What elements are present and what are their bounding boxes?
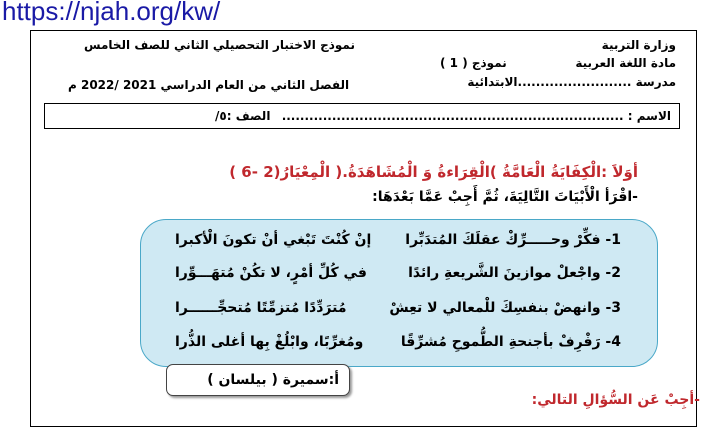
verse-1-first: 1- فكِّرْ وحـــــرِّكْ عقلَكَ المُتدَبِّرا [405, 232, 621, 248]
verse-4-second: ومُغرِّبًا، وابْلُغْ بِها أغلى الذُّرا [175, 334, 364, 350]
section-title: أوَلاَ :الْكِفَايَةُ الْعَامَّةُ )الْقِرَاءةُ وَ الْمُشَاهَدَةُ.( الْمِعْيَارُ(2 -6 ) [229, 163, 638, 181]
verse-3-first: 3- وانهضْ بنفسِكَ للْمعالي لا تعِشْ [389, 300, 621, 316]
student-info-box [44, 103, 680, 129]
verse-1-second: إنْ كُنْتَ تَبْغي أنْ تكونَ الْأكبرا [175, 232, 372, 248]
poet-name: أ:سميرة ( بيلسان ) [207, 372, 339, 388]
term-label: الفصل الثاني من العام الدراسي 2021 /2022 م [68, 78, 350, 92]
class-label: الصف :٥/ [215, 109, 271, 123]
section-instruction: -اقْرَأ الْأَبْيَاتَ التَّالِيَةَ، ثُمَّ أَجِبْ عَمَّا بَعْدَهَا: [372, 189, 638, 205]
poet-name-box [166, 364, 350, 396]
verse-2-second: في كُلِّ أمْرٍ، لا تكُنْ مُتهَـــوِّرا [175, 265, 367, 281]
student-name-field[interactable]: الاسم : ........................................................................... [281, 109, 671, 123]
verse-3-second: مُترَدِّدًا مُتزمِّتًا مُتحجِّــــــرا [175, 300, 347, 316]
verse-2-first: 2- واجْعلْ موازينَ الشَّريعةِ رائدًا [408, 265, 621, 281]
subject-label: مادة اللغة العربية [575, 56, 676, 70]
school-label: مدرسة .........................الابتدائية [467, 75, 676, 89]
next-question-heading: -أجِبْ عَن السُّؤالِ التالي: [531, 392, 700, 408]
watermark-url[interactable]: https://njah.org/kw/ [2, 0, 221, 26]
poem-box [140, 219, 658, 367]
exam-title: نموذج الاختبار التحصيلي الثاني للصف الخامس [84, 38, 355, 52]
model-label: نموذج ( 1 ) [440, 56, 507, 70]
ministry-label: وزارة التربية [601, 38, 676, 52]
verse-4-first: 4- رَفْرِفْ بأجنحةِ الطُّموحِ مُشرِّقًا [400, 334, 621, 350]
